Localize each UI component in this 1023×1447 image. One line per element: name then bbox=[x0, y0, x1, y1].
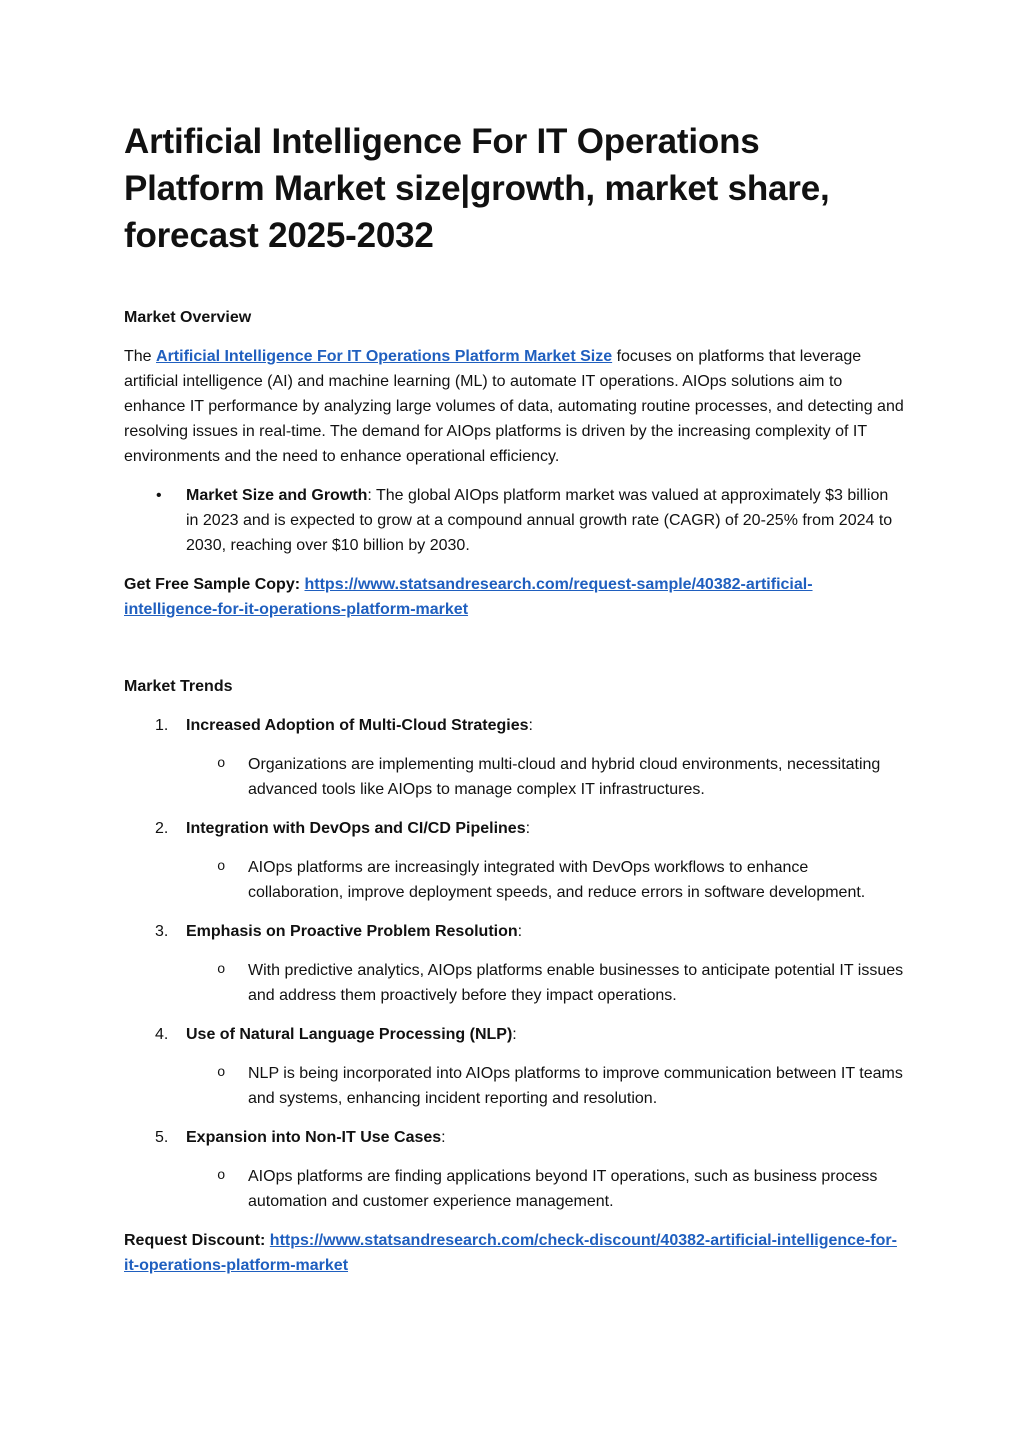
trend-detail bbox=[124, 855, 904, 905]
overview-intro-prefix: The bbox=[124, 348, 157, 365]
trend-title: Expansion into Non-IT Use Cases bbox=[186, 1129, 442, 1146]
trend-detail-text: AIOps platforms are finding applications beyond IT operations, such as business process automation and customer experience management. bbox=[248, 1168, 878, 1210]
market-overview-heading: Market Overview bbox=[124, 309, 252, 326]
bullet-marker: • bbox=[156, 487, 162, 504]
trend-title: Integration with DevOps and CI/CD Pipelines bbox=[186, 820, 526, 837]
trend-number: 1. bbox=[155, 717, 169, 734]
trend-detail bbox=[124, 1164, 904, 1214]
trend-title: Increased Adoption of Multi-Cloud Strategies bbox=[186, 717, 529, 734]
trend-suffix: : bbox=[441, 1129, 446, 1146]
trend-detail bbox=[124, 752, 904, 802]
sample-copy-link[interactable]: https://www.statsandresearch.com/request-sample/40382-artificial-intelligence-for-it-operations-platform-market bbox=[124, 576, 813, 618]
trend-suffix: : bbox=[525, 820, 531, 837]
sub-bullet-marker: o bbox=[217, 1065, 226, 1081]
trend-item bbox=[124, 1022, 904, 1047]
request-discount-line bbox=[124, 1228, 904, 1278]
document-page bbox=[124, 118, 904, 1278]
sub-bullet-marker: o bbox=[217, 859, 226, 875]
trends-list bbox=[124, 713, 904, 1214]
trend-item bbox=[124, 713, 904, 738]
overview-intro-text: focuses on platforms that leverage artificial intelligence (AI) and machine learning (ML) to automate IT operations. AIOps solutions aim to enhance IT performance by analyzing large volumes of data, automating routine processes, and detecting and resolving issues in real-time. The demand for AIOps platforms is driven by the increasing complexity of IT environments and the need to enhance operational efficiency. bbox=[124, 348, 904, 465]
trend-title: Use of Natural Language Processing (NLP) bbox=[186, 1026, 513, 1043]
trend-number: 2. bbox=[155, 820, 169, 837]
sub-bullet-marker: o bbox=[217, 1168, 226, 1184]
trend-item bbox=[124, 1125, 904, 1150]
bullet-label: Market Size and Growth bbox=[186, 487, 368, 504]
sample-copy-label: Get Free Sample Copy: bbox=[124, 576, 305, 593]
trend-detail bbox=[124, 958, 904, 1008]
trend-item bbox=[124, 816, 904, 841]
trend-number: 5. bbox=[155, 1129, 169, 1146]
overview-paragraph bbox=[124, 344, 904, 469]
bullet-text: : The global AIOps platform market was valued at approximately $3 billion in 2023 and is expected to grow at a compound annual growth rate (CAGR) of 20-25% from 2024 to 2030, reaching over $10 billion by 2030. bbox=[186, 487, 893, 554]
trend-detail bbox=[124, 1061, 904, 1111]
trend-title: Emphasis on Proactive Problem Resolution bbox=[186, 923, 518, 940]
sub-bullet-marker: o bbox=[217, 962, 226, 978]
overview-bullet-list bbox=[124, 483, 904, 558]
trend-detail-text: With predictive analytics, AIOps platforms enable businesses to anticipate potential IT issues and address them proactively before they impact operations. bbox=[248, 962, 904, 1004]
trend-detail-text: NLP is being incorporated into AIOps platforms to improve communication between IT teams and systems, enhancing incident reporting and resolution. bbox=[248, 1065, 903, 1107]
request-discount-link[interactable]: https://www.statsandresearch.com/check-discount/40382-artificial-intelligence-for-it-operations-platform-market bbox=[124, 1232, 897, 1274]
trend-detail-text: Organizations are implementing multi-cloud and hybrid cloud environments, necessitating advanced tools like AIOps to manage complex IT infrastructures. bbox=[248, 756, 881, 798]
trend-suffix: : bbox=[517, 923, 523, 940]
trend-item bbox=[124, 919, 904, 944]
market-trends-heading: Market Trends bbox=[124, 678, 233, 695]
trend-number: 4. bbox=[155, 1026, 169, 1043]
trend-number: 3. bbox=[155, 923, 169, 940]
sample-copy-line bbox=[124, 572, 904, 622]
trend-suffix: : bbox=[512, 1026, 517, 1043]
trend-suffix: : bbox=[528, 717, 533, 734]
trend-detail-text: AIOps platforms are increasingly integrated with DevOps workflows to enhance collaboration, improve deployment speeds, and reduce errors in software development. bbox=[248, 859, 866, 901]
page-title: Artificial Intelligence For IT Operations Platform Market size|growth, market share, forecast 2025-2032 bbox=[124, 122, 830, 255]
request-discount-label: Request Discount: bbox=[124, 1232, 270, 1249]
list-item bbox=[124, 483, 904, 558]
market-size-link[interactable]: Artificial Intelligence For IT Operations Platform Market Size bbox=[156, 348, 613, 365]
sub-bullet-marker: o bbox=[217, 756, 226, 772]
